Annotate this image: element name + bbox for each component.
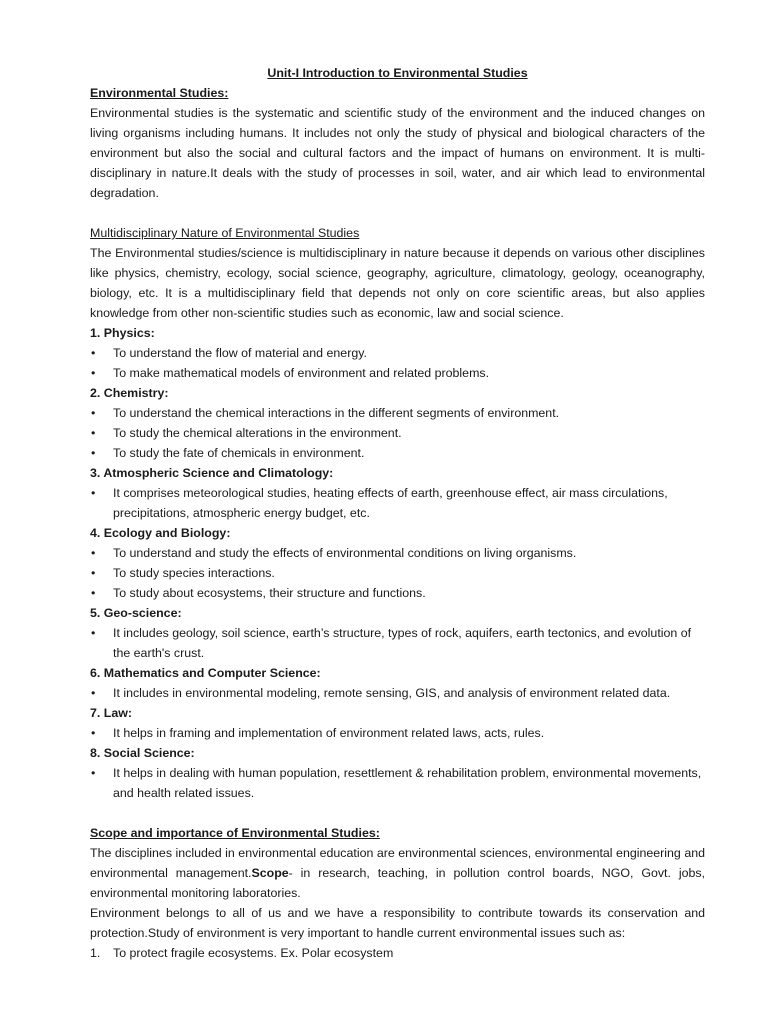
scope-heading: Scope and importance of Environmental Studies: [90, 826, 380, 840]
bullet-list [90, 683, 705, 703]
env-studies-paragraph: Environmental studies is the systematic and scientific study of the environment and the induced changes on living organisms including humans. It includes not only the study of physical and biological characters of the environment but also the social and cultural factors and the impact of humans on environment. It is multi-disciplinary in nature.It deals with the study of processes in soil, water, and air which lead to environmental degradation. [90, 106, 705, 200]
list-item: • To make mathematical models of environment and related problems. [90, 363, 705, 383]
section-heading: 3. Atmospheric Science and Climatology: [90, 466, 334, 480]
scope-text-after: - in research, teaching, in pollution control boards, NGO, Govt. jobs, environmental monitoring laboratories. [90, 866, 705, 900]
list-item: • It includes in environmental modeling, remote sensing, GIS, and analysis of environment related data. [90, 683, 705, 703]
list-item: • It helps in dealing with human population, resettlement & rehabilitation problem, environmental movements, and health related issues. [90, 763, 705, 803]
list-item: • It includes geology, soil science, earth’s structure, types of rock, aquifers, earth tectonics, and evolution of the earth's crust. [90, 623, 705, 663]
multidisciplinary-heading: Multidisciplinary Nature of Environmental Studies [90, 226, 360, 240]
bullet-list [90, 543, 705, 603]
list-item: • To understand and study the effects of environmental conditions on living organisms. [90, 543, 705, 563]
list-item: • To study the fate of chemicals in environment. [90, 443, 705, 463]
section-heading: 7. Law: [90, 706, 132, 720]
bullet-list [90, 343, 705, 383]
page-title: Unit-I Introduction to Environmental Studies [267, 66, 528, 80]
list-item: • To understand the chemical interactions in the different segments of environment. [90, 403, 705, 423]
env-studies-heading: Environmental Studies: [90, 86, 229, 100]
importance-paragraph: Environment belongs to all of us and we have a responsibility to contribute towards its conservation and protection.Study of environment is very important to handle current environmental issues such as: [90, 906, 705, 940]
list-item: • To understand the flow of material and energy. [90, 343, 705, 363]
scope-paragraph [90, 843, 705, 903]
section-heading: 2. Chemistry: [90, 386, 169, 400]
spacer [90, 803, 705, 823]
section-heading: 8. Social Science: [90, 746, 195, 760]
scope-bold-label: Scope [251, 866, 289, 880]
list-item: • To study about ecosystems, their structure and functions. [90, 583, 705, 603]
list-item: • To study the chemical alterations in the environment. [90, 423, 705, 443]
list-item: • To study species interactions. [90, 563, 705, 583]
section-heading: 6. Mathematics and Computer Science: [90, 666, 321, 680]
bullet-list [90, 763, 705, 803]
section-heading: 4. Ecology and Biology: [90, 526, 231, 540]
list-number: 1. [90, 946, 101, 960]
numbered-list [90, 943, 705, 963]
bullet-list [90, 483, 705, 523]
bullet-list [90, 723, 705, 743]
bullet-list [90, 623, 705, 663]
list-item: • It comprises meteorological studies, heating effects of earth, greenhouse effect, air mass circulations, precipitations, atmospheric energy budget, etc. [90, 483, 705, 523]
scope-text-before: The disciplines included in environmental education are environmental sciences, environmental engineering and environmental management. [90, 846, 705, 880]
list-item: • It helps in framing and implementation of environment related laws, acts, rules. [90, 723, 705, 743]
section-heading: 5. Geo-science: [90, 606, 182, 620]
section-heading: 1. Physics: [90, 326, 155, 340]
spacer [90, 203, 705, 223]
multidisciplinary-paragraph: The Environmental studies/science is multidisciplinary in nature because it depends on various other disciplines like physics, chemistry, ecology, social science, geography, agriculture, climatology, geology, oceanography, biology, etc. It is a multidisciplinary field that depends not only on core scientific areas, but also applies knowledge from other non-scientific studies such as economic, law and social science. [90, 246, 705, 320]
list-item-text: To protect fragile ecosystems. Ex. Polar ecosystem [113, 946, 394, 960]
bullet-list [90, 403, 705, 463]
list-item [90, 943, 705, 963]
